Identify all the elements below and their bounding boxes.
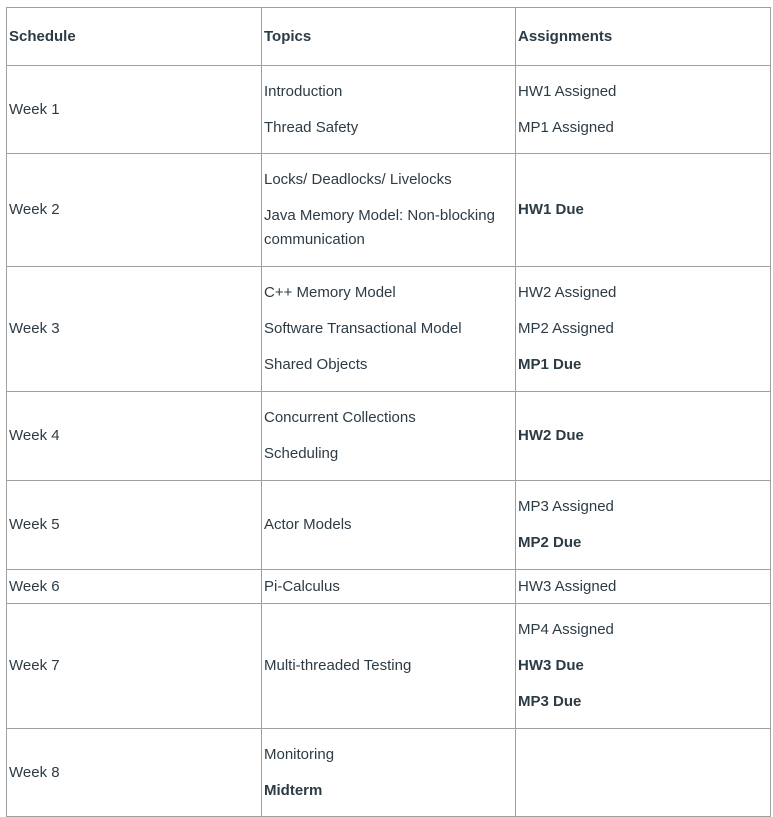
table-row — [7, 481, 771, 570]
assignment-item: MP1 Due — [518, 356, 582, 373]
table-row — [7, 604, 771, 729]
assignment-item: MP1 Assigned — [518, 118, 614, 136]
header-topics: Topics — [262, 8, 516, 66]
table-row — [7, 729, 771, 817]
topic-item: Monitoring — [264, 745, 335, 763]
topics-cell — [262, 154, 516, 267]
assignment-item: MP3 Assigned — [518, 498, 614, 515]
header-assignments: Assignments — [516, 8, 771, 66]
topics-cell — [262, 392, 516, 481]
table-row — [7, 267, 771, 392]
topics-cell — [262, 604, 516, 729]
week-cell: Week 4 — [7, 392, 262, 481]
assignment-item: MP2 Due — [518, 534, 582, 551]
week-cell: Week 3 — [7, 267, 262, 392]
assignments-cell — [516, 481, 771, 570]
schedule-table — [6, 7, 771, 817]
week-cell: Week 7 — [7, 604, 262, 729]
topics-cell — [262, 570, 516, 604]
topic-item: Pi-Calculus — [264, 577, 340, 595]
table-row — [7, 66, 771, 154]
assignment-item: MP2 Assigned — [518, 320, 614, 337]
assignments-cell — [516, 267, 771, 392]
assignment-item: HW2 Assigned — [518, 284, 617, 301]
assignment-item: HW3 Assigned — [518, 577, 617, 595]
assignments-cell — [516, 66, 771, 154]
week-cell: Week 8 — [7, 729, 262, 817]
assignment-item: HW2 Due — [518, 427, 584, 444]
topic-item: Introduction — [264, 82, 343, 100]
topic-item: Locks/ Deadlocks/ Livelocks — [264, 171, 452, 188]
assignment-item: HW3 Due — [518, 657, 584, 674]
assignments-cell — [516, 392, 771, 481]
assignments-cell — [516, 154, 771, 267]
week-cell: Week 1 — [7, 66, 262, 154]
topic-item: Java Memory Model: Non-blocking communication — [264, 207, 495, 248]
topic-item: Multi-threaded Testing — [264, 657, 412, 674]
assignment-item: MP4 Assigned — [518, 621, 614, 638]
assignment-item: HW1 Due — [518, 201, 584, 218]
assignment-item: MP3 Due — [518, 693, 582, 710]
topic-item: Thread Safety — [264, 118, 359, 136]
topic-item: Scheduling — [264, 445, 339, 462]
schedule-body — [7, 66, 771, 817]
topics-cell — [262, 267, 516, 392]
table-row — [7, 392, 771, 481]
assignments-cell — [516, 729, 771, 817]
topic-item: C++ Memory Model — [264, 284, 396, 301]
assignments-cell — [516, 604, 771, 729]
topics-cell — [262, 729, 516, 817]
assignment-item: HW1 Assigned — [518, 82, 617, 100]
week-cell: Week 5 — [7, 481, 262, 570]
topics-cell — [262, 66, 516, 154]
topics-cell — [262, 481, 516, 570]
week-cell: Week 2 — [7, 154, 262, 267]
header-row — [7, 8, 771, 66]
topic-item: Software Transactional Model — [264, 320, 462, 337]
topic-item: Midterm — [264, 781, 323, 799]
table-row — [7, 154, 771, 267]
week-cell: Week 6 — [7, 570, 262, 604]
topic-item: Shared Objects — [264, 356, 368, 373]
topic-item: Actor Models — [264, 516, 352, 533]
header-schedule: Schedule — [7, 8, 262, 66]
topic-item: Concurrent Collections — [264, 409, 416, 426]
table-row — [7, 570, 771, 604]
assignments-cell — [516, 570, 771, 604]
